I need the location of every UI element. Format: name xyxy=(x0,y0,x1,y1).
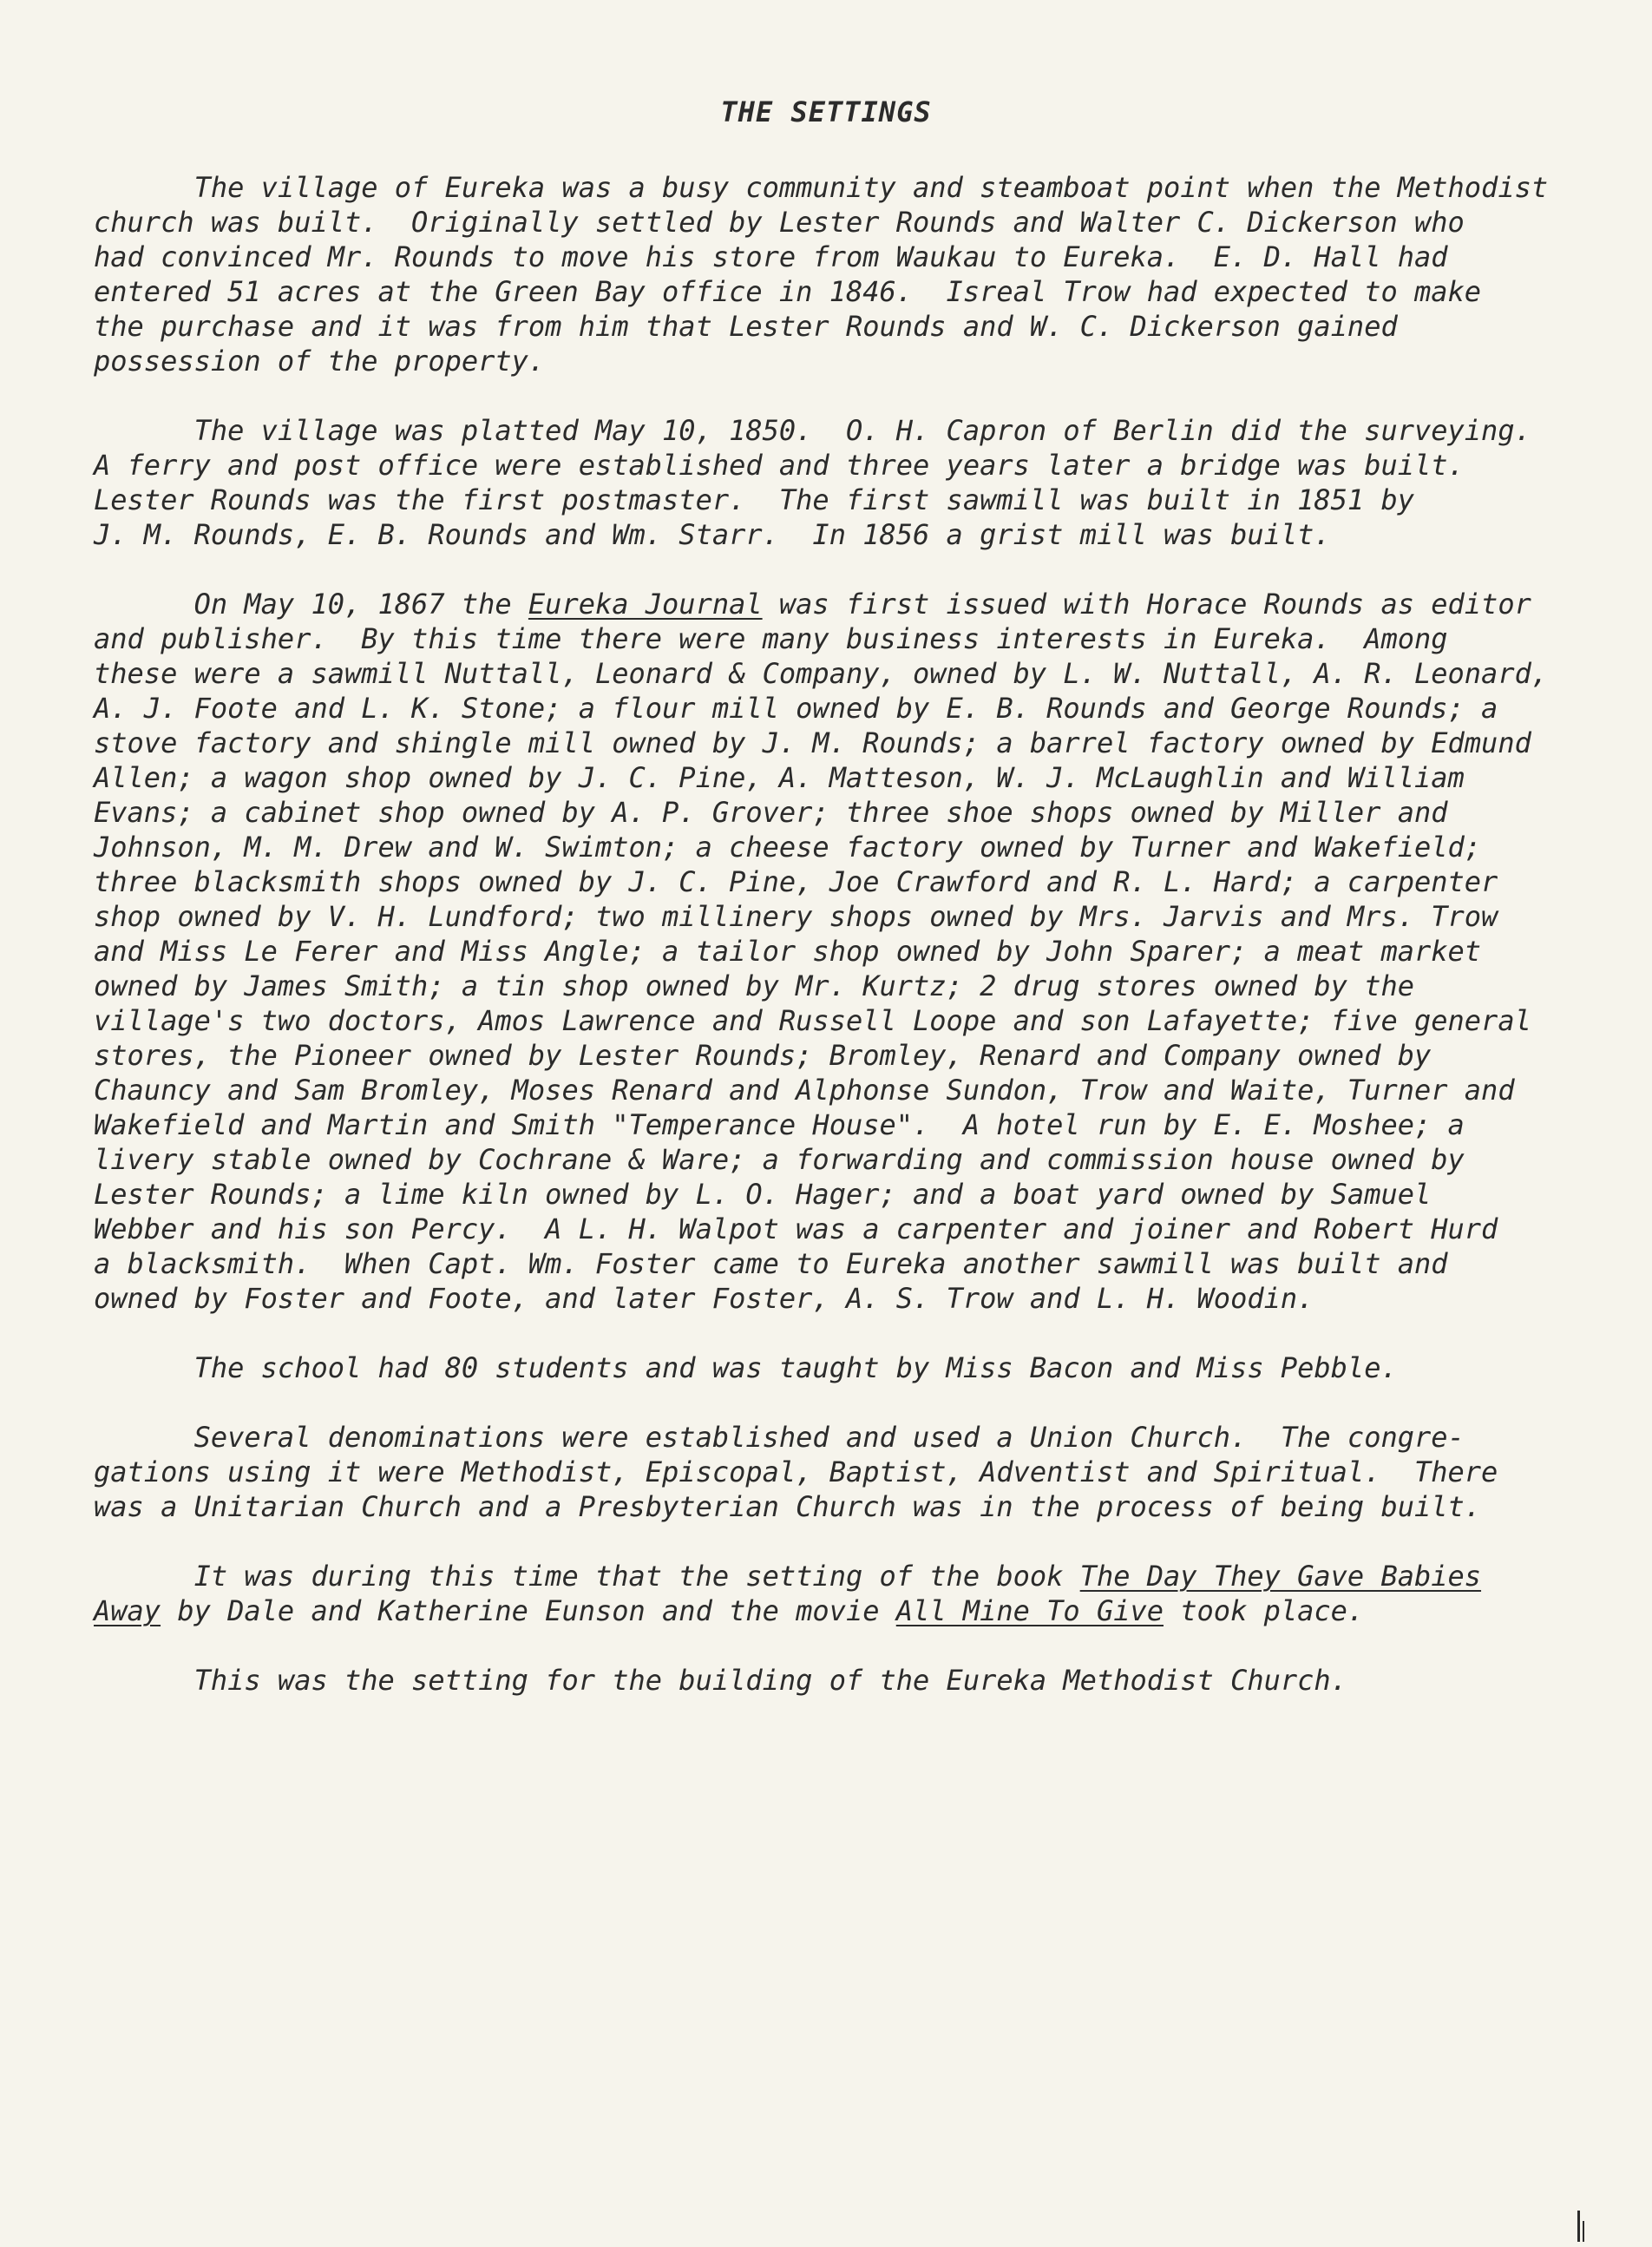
margin-mark xyxy=(1577,2211,1588,2242)
text-line: Several denominations were established and used a Union Church. The congre- xyxy=(94,1421,1465,1454)
text-line: and Miss Le Ferer and Miss Angle; a tailor shop owned by John Sparer; a meat market xyxy=(94,935,1482,968)
text-line: Johnson, M. M. Drew and W. Swimton; a cheese factory owned by Turner and Wakefield; xyxy=(94,831,1482,864)
text-line: It was during this time that the setting of the book The Day They Gave Babies xyxy=(94,1560,1482,1593)
text-line: three blacksmith shops owned by J. C. Pine, Joe Crawford and R. L. Hard; a carpenter xyxy=(94,865,1498,898)
text-line: The village of Eureka was a busy community and steamboat point when the Methodist xyxy=(94,171,1549,204)
text-line: these were a sawmill Nuttall, Leonard & Company, owned by L. W. Nuttall, A. R. Leonard, xyxy=(94,657,1549,690)
text-line: Allen; a wagon shop owned by J. C. Pine, A. Matteson, W. J. McLaughlin and William xyxy=(94,761,1465,794)
text-line: had convinced Mr. Rounds to move his store from Waukau to Eureka. E. D. Hall had xyxy=(94,240,1448,273)
text-line: Lester Rounds; a lime kiln owned by L. O. Hager; and a boat yard owned by Samuel xyxy=(94,1178,1432,1211)
text-line: the purchase and it was from him that Lester Rounds and W. C. Dickerson gained xyxy=(94,310,1398,343)
text-line: On May 10, 1867 the Eureka Journal was first issued with Horace Rounds as editor xyxy=(94,588,1531,621)
text-line: owned by James Smith; a tin shop owned by Mr. Kurtz; 2 drug stores owned by the xyxy=(94,969,1414,1002)
text-line: Wakefield and Martin and Smith "Temperance House". A hotel run by E. E. Moshee; a xyxy=(94,1108,1465,1141)
text-line: The school had 80 students and was taught by Miss Bacon and Miss Pebble. xyxy=(94,1351,1398,1384)
text-line: Away by Dale and Katherine Eunson and the movie All Mine To Give took place. xyxy=(94,1594,1365,1627)
text-line: shop owned by V. H. Lundford; two millinery shops owned by Mrs. Jarvis and Mrs. Trow xyxy=(94,900,1498,933)
text-line: The village was platted May 10, 1850. O. H. Capron of Berlin did the surveying. xyxy=(94,414,1531,447)
text-line: gations using it were Methodist, Episcopal, Baptist, Adventist and Spiritual. There xyxy=(94,1455,1498,1488)
text-line: and publisher. By this time there were many business interests in Eureka. Among xyxy=(94,622,1448,655)
text-line: Evans; a cabinet shop owned by A. P. Grover; three shoe shops owned by Miller and xyxy=(94,796,1448,829)
text-line: church was built. Originally settled by Lester Rounds and Walter C. Dickerson who xyxy=(94,206,1465,239)
text-line: Lester Rounds was the first postmaster. The first sawmill was built in 1851 by xyxy=(94,483,1414,516)
text-line: A ferry and post office were established and three years later a bridge was built. xyxy=(94,449,1465,482)
text-line: stove factory and shingle mill owned by J. M. Rounds; a barrel factory owned by Edmund xyxy=(94,726,1531,759)
text-line: A. J. Foote and L. K. Stone; a flour mill owned by E. B. Rounds and George Rounds; a xyxy=(94,692,1498,725)
text-line: possession of the property. xyxy=(94,345,546,378)
text-line: owned by Foster and Foote, and later Foster, A. S. Trow and L. H. Woodin. xyxy=(94,1282,1314,1315)
page-title: THE SETTINGS xyxy=(720,95,932,128)
text-line: was a Unitarian Church and a Presbyterian Church was in the process of being built. xyxy=(94,1490,1482,1523)
text-line: livery stable owned by Cochrane & Ware; a forwarding and commission house owned by xyxy=(94,1143,1465,1176)
text-line: J. M. Rounds, E. B. Rounds and Wm. Starr. In 1856 a grist mill was built. xyxy=(94,518,1331,551)
text-line: stores, the Pioneer owned by Lester Rounds; Bromley, Renard and Company owned by xyxy=(94,1039,1432,1072)
text-line: a blacksmith. When Capt. Wm. Foster came to Eureka another sawmill was built and xyxy=(94,1247,1448,1280)
text-line: Chauncy and Sam Bromley, Moses Renard and Alphonse Sundon, Trow and Waite, Turner and xyxy=(94,1074,1515,1107)
text-line: entered 51 acres at the Green Bay office in 1846. Isreal Trow had expected to make xyxy=(94,275,1482,308)
text-line: village's two doctors, Amos Lawrence and Russell Loope and son Lafayette; five general xyxy=(94,1004,1531,1037)
text-line: Webber and his son Percy. A L. H. Walpot was a carpenter and joiner and Robert Hurd xyxy=(94,1212,1498,1245)
text-line: This was the setting for the building of the Eureka Methodist Church. xyxy=(94,1664,1347,1697)
